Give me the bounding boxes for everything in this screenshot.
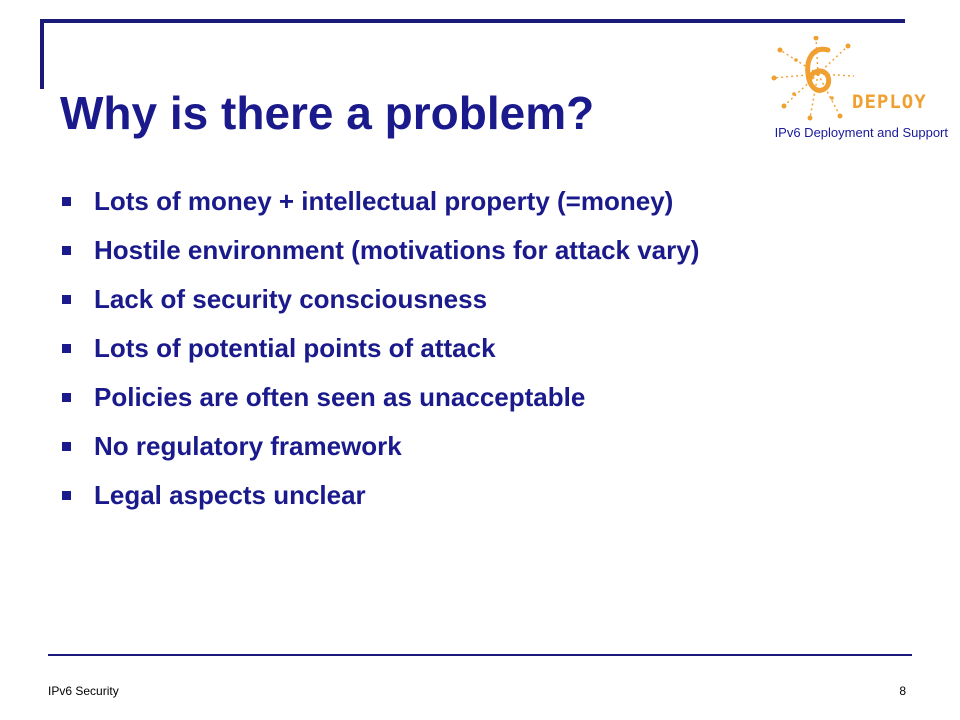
frame-left-line (40, 19, 44, 89)
square-bullet-icon (62, 344, 71, 353)
bullet-text: Policies are often seen as unacceptable (94, 382, 586, 412)
footer-divider (48, 654, 912, 656)
6deploy-logo-icon (770, 36, 860, 121)
list-item (62, 422, 699, 471)
list-item (62, 177, 699, 226)
bullet-text: Hostile environment (motivations for attack vary) (94, 235, 700, 265)
bullet-list (62, 177, 699, 520)
logo-tagline: IPv6 Deployment and Support (774, 125, 948, 140)
square-bullet-icon (62, 246, 71, 255)
list-item (62, 226, 699, 275)
bullet-text: Lots of money + intellectual property (=money) (94, 186, 674, 216)
square-bullet-icon (62, 197, 71, 206)
frame-top-line (40, 19, 905, 23)
bullet-text: Lack of security consciousness (94, 284, 488, 314)
square-bullet-icon (62, 491, 71, 500)
slide-title: Why is there a problem? (60, 87, 595, 139)
list-item (62, 373, 699, 422)
bullet-text: Lots of potential points of attack (94, 333, 496, 363)
square-bullet-icon (62, 442, 71, 451)
logo-wordmark: DEPLOY (852, 91, 927, 113)
list-item (62, 471, 699, 520)
logo (770, 36, 950, 146)
footer-title: IPv6 Security (48, 684, 119, 698)
bullet-text: Legal aspects unclear (94, 480, 366, 510)
page-number: 8 (899, 684, 906, 698)
square-bullet-icon (62, 295, 71, 304)
list-item (62, 324, 699, 373)
list-item (62, 275, 699, 324)
square-bullet-icon (62, 393, 71, 402)
bullet-text: No regulatory framework (94, 431, 402, 461)
